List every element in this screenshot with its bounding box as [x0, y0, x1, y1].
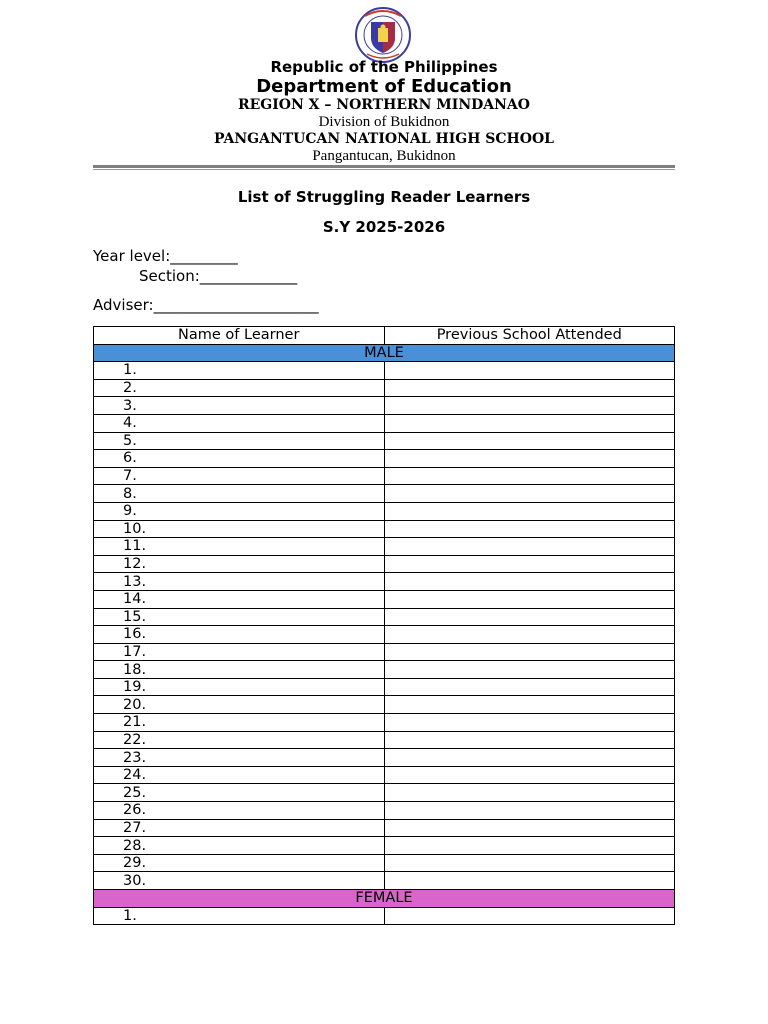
previous-school-cell: [384, 696, 675, 714]
table-row: [94, 872, 675, 890]
previous-school-cell: [384, 872, 675, 890]
table-row: [94, 907, 675, 925]
header-region: REGION X – NORTHERN MINDANAO: [238, 97, 530, 113]
table-row: [94, 766, 675, 784]
year-level-field: Year level:_________: [93, 247, 238, 265]
female-section-header-label: FEMALE: [94, 890, 675, 908]
learner-name-cell: 19.: [94, 678, 385, 696]
previous-school-cell: [384, 414, 675, 432]
previous-school-cell: [384, 502, 675, 520]
learner-name-cell: 20.: [94, 696, 385, 714]
learner-name-cell: 10.: [94, 520, 385, 538]
table-row: [94, 362, 675, 380]
male-section-header: [94, 344, 675, 362]
learner-name-cell: 12.: [94, 555, 385, 573]
table-row: [94, 590, 675, 608]
female-section-header: [94, 890, 675, 908]
previous-school-cell: [384, 397, 675, 415]
learner-name-cell: 3.: [94, 397, 385, 415]
table-row: [94, 450, 675, 468]
table-row: [94, 749, 675, 767]
learner-name-cell: 5.: [94, 432, 385, 450]
previous-school-cell: [384, 854, 675, 872]
learner-name-cell: 14.: [94, 590, 385, 608]
header-location: Pangantucan, Bukidnon: [312, 148, 456, 164]
table-row: [94, 555, 675, 573]
previous-school-cell: [384, 450, 675, 468]
previous-school-cell: [384, 538, 675, 556]
table-row: [94, 467, 675, 485]
table-row: [94, 714, 675, 732]
table-header-row: [94, 327, 675, 345]
previous-school-cell: [384, 573, 675, 591]
learner-name-cell: 27.: [94, 819, 385, 837]
table-row: [94, 573, 675, 591]
learner-name-cell: 26.: [94, 802, 385, 820]
previous-school-cell: [384, 819, 675, 837]
table-row: [94, 414, 675, 432]
table-row: [94, 379, 675, 397]
learner-name-cell: 30.: [94, 872, 385, 890]
learner-name-cell: 13.: [94, 573, 385, 591]
previous-school-cell: [384, 907, 675, 925]
header-department: Department of Education: [256, 76, 512, 97]
previous-school-cell: [384, 731, 675, 749]
learner-name-cell: 28.: [94, 837, 385, 855]
deped-seal-icon: [349, 6, 417, 64]
learner-name-cell: 9.: [94, 502, 385, 520]
learner-name-cell: 18.: [94, 661, 385, 679]
learner-name-cell: 15.: [94, 608, 385, 626]
header-division: Division of Bukidnon: [318, 114, 450, 130]
learner-table-body: [94, 344, 675, 925]
previous-school-cell: [384, 766, 675, 784]
table-row: [94, 643, 675, 661]
learner-name-cell: 6.: [94, 450, 385, 468]
previous-school-cell: [384, 362, 675, 380]
previous-school-cell: [384, 714, 675, 732]
previous-school-cell: [384, 432, 675, 450]
learner-name-cell: 21.: [94, 714, 385, 732]
previous-school-cell: [384, 590, 675, 608]
table-row: [94, 854, 675, 872]
table-row: [94, 626, 675, 644]
table-row: [94, 802, 675, 820]
learner-name-cell: 11.: [94, 538, 385, 556]
previous-school-cell: [384, 643, 675, 661]
header-school: PANGANTUCAN NATIONAL HIGH SCHOOL: [213, 131, 555, 147]
previous-school-cell: [384, 520, 675, 538]
previous-school-cell: [384, 555, 675, 573]
table-row: [94, 432, 675, 450]
learner-name-cell: 1.: [94, 362, 385, 380]
table-row: [94, 837, 675, 855]
learner-name-cell: 16.: [94, 626, 385, 644]
table-row: [94, 397, 675, 415]
header-divider-thin: [93, 169, 675, 170]
previous-school-cell: [384, 608, 675, 626]
learner-name-cell: 22.: [94, 731, 385, 749]
table-row: [94, 608, 675, 626]
previous-school-cell: [384, 678, 675, 696]
previous-school-cell: [384, 379, 675, 397]
column-header-school: Previous School Attended: [384, 327, 675, 345]
table-row: [94, 819, 675, 837]
learner-name-cell: 2.: [94, 379, 385, 397]
learner-name-cell: 7.: [94, 467, 385, 485]
previous-school-cell: [384, 485, 675, 503]
table-row: [94, 784, 675, 802]
learner-name-cell: 23.: [94, 749, 385, 767]
learner-name-cell: 25.: [94, 784, 385, 802]
learner-name-cell: 24.: [94, 766, 385, 784]
learner-name-cell: 1.: [94, 907, 385, 925]
table-row: [94, 696, 675, 714]
adviser-field: Adviser:______________________: [93, 296, 319, 314]
learner-table: [93, 326, 675, 925]
section-field: Section:_____________: [139, 267, 298, 285]
column-header-name: Name of Learner: [94, 327, 385, 345]
learner-name-cell: 4.: [94, 414, 385, 432]
table-row: [94, 502, 675, 520]
previous-school-cell: [384, 837, 675, 855]
previous-school-cell: [384, 626, 675, 644]
school-year: S.Y 2025-2026: [322, 218, 446, 236]
previous-school-cell: [384, 749, 675, 767]
document-title: List of Struggling Reader Learners: [237, 188, 531, 206]
table-row: [94, 538, 675, 556]
table-row: [94, 485, 675, 503]
learner-name-cell: 29.: [94, 854, 385, 872]
table-row: [94, 661, 675, 679]
previous-school-cell: [384, 661, 675, 679]
table-row: [94, 678, 675, 696]
table-row: [94, 520, 675, 538]
previous-school-cell: [384, 784, 675, 802]
learner-name-cell: 17.: [94, 643, 385, 661]
previous-school-cell: [384, 802, 675, 820]
male-section-header-label: MALE: [94, 344, 675, 362]
learner-name-cell: 8.: [94, 485, 385, 503]
header-republic: Republic of the Philippines: [270, 58, 498, 76]
previous-school-cell: [384, 467, 675, 485]
header-divider: [93, 165, 675, 168]
table-row: [94, 731, 675, 749]
